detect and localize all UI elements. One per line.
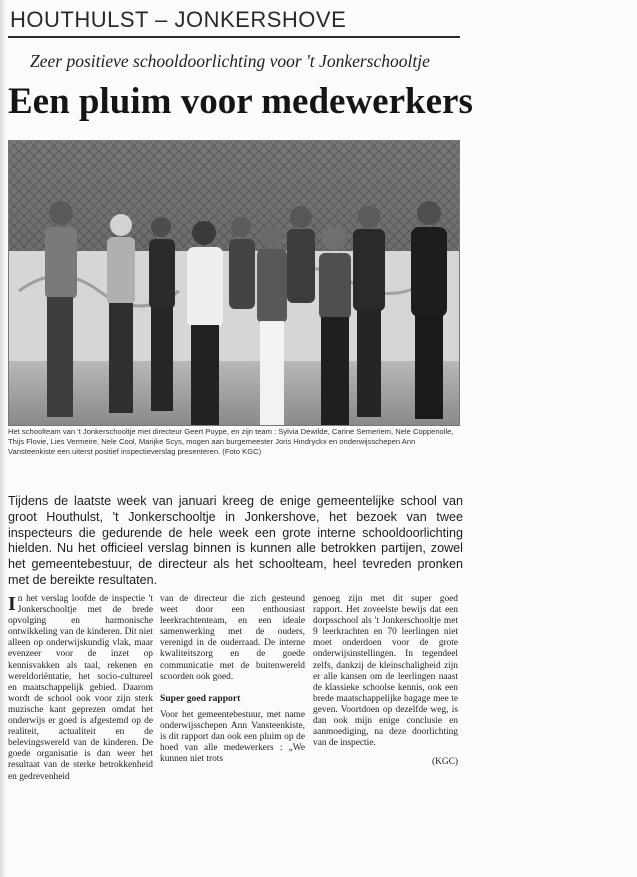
- section-rule: [8, 36, 460, 38]
- author-signature: (KGC): [431, 757, 458, 768]
- body-column-3: [313, 594, 458, 768]
- group-photo: [8, 140, 460, 426]
- article-lead: Tijdens de laatste week van januari kreeg de enige gemeentelijke school van groot Houthulst, 't Jonkerschooltje in Jonkershove, het bezoek van twee inspecteurs die gedurende de hele week een grote interne schooldoorlichting hielden. Nu het officieel verslag binnen is kunnen alle betrokken partijen, zowel het gemeentebestuur, de directeur als het schoolteam, heel tevreden pronken met de bereikte resultaten.: [8, 494, 463, 587]
- body-column-1: [8, 594, 153, 783]
- body-text-3: genoeg zijn met dit super goed rapport. Het zoveelste bewijs dat een dorpsschool als 't Jonkerschooltje met 9 leerkrachten en 70 leerlingen niet moet onderdoen voor de grote onderwijsinstellingen. In tegendeel zelfs, dankzij de kleinschaligheid zijn er alle kansen om de leerlingen naast de klassieke schoolse kennis, ook een brede maatschappelijke bagage mee te geven. Voortdoen op dezelfde weg, is dan ook mijn enige conclusie en aanmoediging, na deze doorlichting van de inspectie.: [313, 594, 458, 749]
- subheading: Super goed rapport: [160, 692, 241, 704]
- section-title: HOUTHULST – JONKERSHOVE: [10, 7, 347, 32]
- article-headline: Een pluim voor medewerkers: [8, 81, 473, 122]
- photo-caption: Het schoolteam van 't Jonkerschooltje met directeur Geert Puype, en zijn team : Sylvia Dewilde, Carine Semeriem, Nele Coppenolle, Thijs Flovie, Lies Vermeire, Nele Cool, Marijke Scys, mogen aan burgemeester Joris Hindryckx en onderwijsschepen Ann Vansteenkiste een uiterst positief inspectieverslag presenteren. (Foto KGC): [8, 427, 454, 456]
- body-column-2: [160, 594, 305, 765]
- body-text-2a: van de directeur die zich gesteund weet door een enthousiast leerkrachtenteam, en een ideale samenwerking met de ouders, verenigd in de ouderraad. De interne kwaliteitszorg en de goede communicatie met de buitenwereld scoorden ook goed.: [160, 594, 305, 682]
- scan-edge-shadow: [0, 0, 6, 877]
- group-photo-icon: [9, 141, 459, 425]
- article-kicker: Zeer positieve schooldoorlichting voor 't Jonkerschooltje: [30, 51, 430, 71]
- drop-cap: I: [8, 593, 16, 615]
- body-text-2b: Voor het gemeentebestuur, met name onderwijsschepen Ann Vansteenkiste, is dit rapport dan ook een pluim op de hoed van alle medewerkers : „We kunnen niet trots: [160, 709, 305, 765]
- body-text-1: n het verslag loofde de inspectie 't Jonkerschooltje met de brede opvolging en harmonische ontwikkeling van de kinderen. Dit niet alleen op onderwijskundig vlak, maar evenzeer voor de inzet op kennisvakken als taal, rekenen en wereldoriëntatie, het socio-cultureel en maatschappelijk gebied. Daarom wordt de school ook voor zijn sterk muzische kant geprezen omdat het onderwijs er goed is afgestemd op de realiteit, actualiteit en de belevingswereld van de kinderen. De goede organisatie is dan weer het resultaat van de sterke betrokkenheid en gedrevenheid: [8, 594, 153, 782]
